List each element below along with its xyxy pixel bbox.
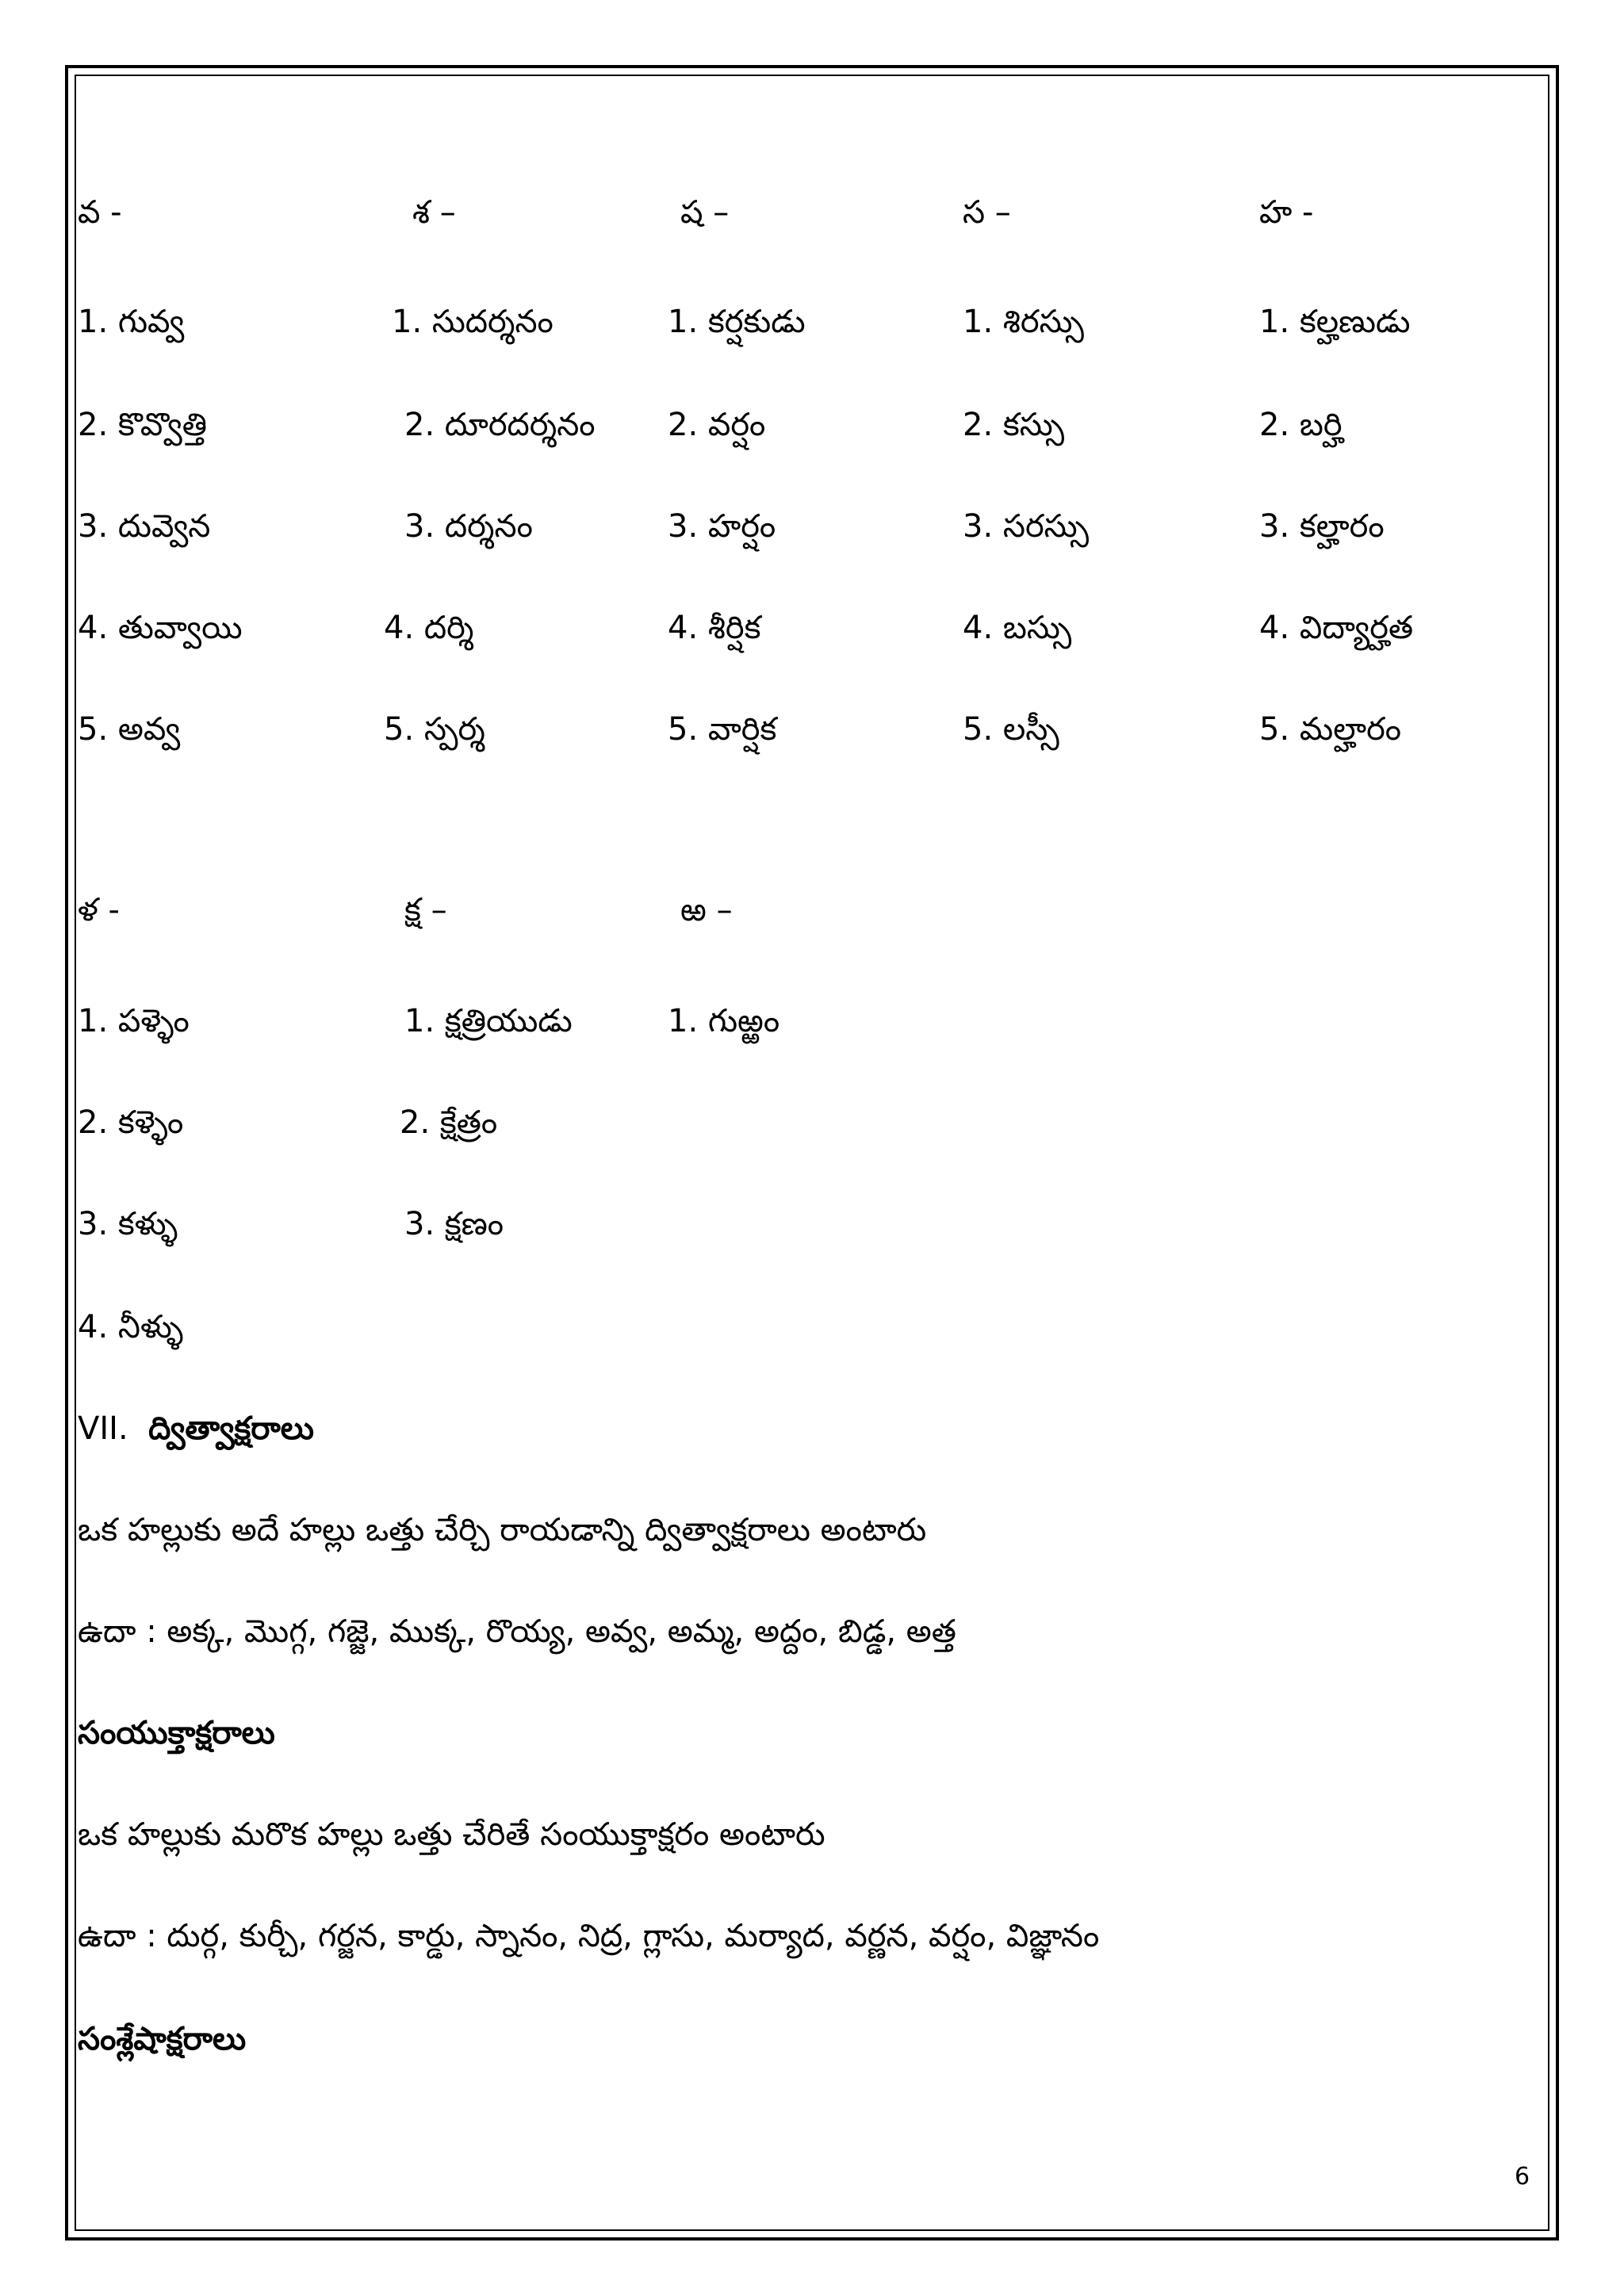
list-item: 5. స్పర్శ [384,711,485,748]
list-item: 4. దర్శి [384,610,474,646]
list-item: 3. హర్షం [668,508,776,545]
list-item: 3. దువ్వెన [78,508,211,545]
list-item: 2. క్షేత్రం [400,1104,498,1141]
list-item: 2. బర్హి [1259,407,1342,443]
list-item: 1. సుదర్శనం [392,304,553,340]
list-item: 1. కర్షకుడు [668,304,806,340]
column-header: క్ష – [404,892,447,928]
list-item: 5. అవ్వ [78,711,181,748]
column-header: హ - [1259,194,1314,231]
list-item: 1. గుఱ్ఱం [668,1003,780,1039]
list-item: 3. క్షణం [404,1206,504,1242]
list-item: 1. శిరస్సు [963,304,1084,340]
list-item: 2. కొవ్వొత్తి [78,407,207,443]
column-header: ళ - [78,892,120,928]
column-header: శ – [412,194,456,231]
column-header: ఱ – [680,892,733,928]
list-item: 4. నీళ్ళు [78,1309,184,1345]
list-item: 4. విద్యార్హత [1259,610,1414,646]
section-heading: సంశ్లేషాక్షరాలు [78,2021,247,2057]
roman-numeral: VII. [78,1410,128,1447]
list-item: 5. లస్సీ [963,711,1059,748]
list-item: 3. సరస్సు [963,508,1090,545]
list-item: 2. కళ్ళెం [78,1104,184,1141]
list-item: 1. కల్హణుడు [1259,304,1411,340]
list-item: 4. తువ్వాయి [78,610,243,646]
list-item: 3. కల్హారం [1259,508,1385,545]
section-heading [78,1408,314,1449]
column-header: ష – [680,194,730,231]
page-border-inner [75,75,1549,2231]
page-number: 6 [1515,2163,1530,2191]
list-item: 3. కళ్ళు [78,1206,178,1242]
list-item: 2. దూరదర్శనం [404,407,596,443]
definition-text: ఒక హల్లుకు మరొక హల్లు ఒత్తు చేరితే సంయుక్తాక్షరం అంటారు [78,1816,825,1853]
examples-text: ఉదా : దుర్గ, కుర్చీ, గర్జన, కార్డు, స్నానం, నిద్ర, గ్లాసు, మర్యాద, వర్ణన, వర్షం, విజ్ఞానం [78,1918,1100,1954]
list-item: 3. దర్శనం [404,508,533,545]
list-item: 2. వర్షం [668,407,766,443]
list-item: 1. గువ్వ [78,304,185,340]
examples-text: ఉదా : అక్క, మొగ్గ, గజ్జె, ముక్క, రొయ్య, అవ్వ, అమ్మ, అద్దం, బిడ్డ, అత్త [78,1613,956,1650]
list-item: 1. క్షత్రియుడు [404,1003,573,1039]
column-header: వ - [78,194,122,231]
list-item: 4. బస్సు [963,610,1072,646]
heading-text: ద్విత్వాక్షరాలు [148,1410,314,1447]
list-item: 2. కస్సు [963,407,1065,443]
definition-text: ఒక హల్లుకు అదే హల్లు ఒత్తు చేర్చి రాయడాన్ని ద్విత్వాక్షరాలు అంటారు [78,1512,927,1548]
list-item: 5. మల్హారం [1259,711,1402,748]
column-header: స – [963,194,1011,231]
list-item: 4. శీర్షిక [668,610,761,646]
list-item: 5. వార్షిక [668,711,777,748]
section-heading: సంయుక్తాక్షరాలు [78,1715,275,1751]
list-item: 1. పళ్ళెం [78,1003,190,1039]
